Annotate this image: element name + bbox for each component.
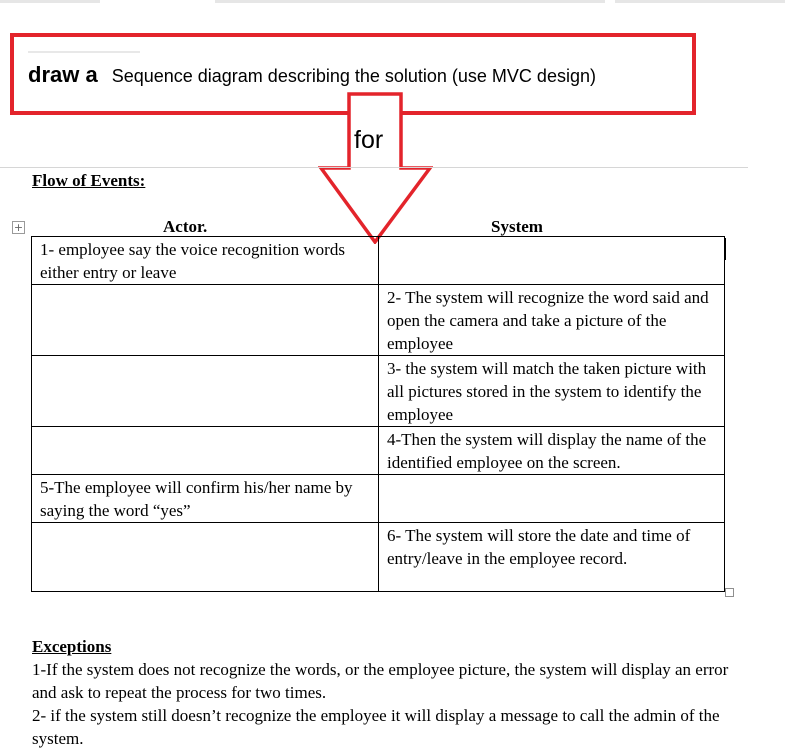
- table-row: [32, 427, 725, 475]
- actor-cell[interactable]: 1- employee say the voice recognition words either entry or leave: [32, 237, 379, 285]
- actor-cell[interactable]: 5-The employee will confirm his/her name by saying the word “yes”: [32, 475, 379, 523]
- table-row: [32, 523, 725, 592]
- top-edge-segment: [215, 0, 605, 3]
- arrow-shape: [321, 94, 430, 242]
- system-cell[interactable]: [379, 237, 725, 285]
- actor-cell[interactable]: [32, 427, 379, 475]
- table-resize-handle[interactable]: [725, 588, 734, 597]
- instruction-bold-text: draw a: [28, 62, 98, 87]
- down-arrow-icon: [318, 92, 433, 244]
- page-divider: [0, 167, 748, 168]
- actor-cell[interactable]: [32, 523, 379, 592]
- actor-column-header: Actor.: [163, 217, 208, 236]
- text-cursor: [725, 238, 726, 260]
- table-move-handle-icon[interactable]: +: [13, 221, 24, 234]
- flow-of-events-heading: Flow of Events:: [32, 171, 146, 190]
- top-edge-segment: [0, 0, 100, 3]
- system-cell[interactable]: 4-Then the system will display the name of the identified employee on the screen.: [379, 427, 725, 475]
- actor-cell[interactable]: [32, 285, 379, 356]
- table-row: [32, 475, 725, 523]
- system-cell[interactable]: 3- the system will match the taken picture with all pictures stored in the system to identify the employee: [379, 356, 725, 427]
- exceptions-heading: Exceptions: [32, 637, 112, 656]
- actor-cell[interactable]: [32, 356, 379, 427]
- instruction-text: [28, 62, 596, 88]
- table-row: [32, 285, 725, 356]
- system-cell[interactable]: [379, 475, 725, 523]
- exceptions-section: [32, 635, 752, 750]
- top-edge-segment: [615, 0, 785, 3]
- exception-item: 2- if the system still doesn’t recognize the employee it will display a message to call the admin of the system.: [32, 706, 720, 748]
- instruction-description: Sequence diagram describing the solution (use MVC design): [111, 66, 596, 86]
- system-cell[interactable]: 2- The system will recognize the word said and open the camera and take a picture of the employee: [379, 285, 725, 356]
- flow-of-events-table: [31, 236, 725, 592]
- system-column-header: System: [491, 217, 543, 236]
- table-row: [32, 237, 725, 285]
- callout-decorative-line: [28, 51, 140, 53]
- system-cell[interactable]: 6- The system will store the date and time of entry/leave in the employee record.: [379, 523, 725, 592]
- arrow-label: for: [354, 126, 384, 154]
- exception-item: 1-If the system does not recognize the words, or the employee picture, the system will display an error and ask to repeat the process for two times.: [32, 660, 729, 702]
- table-row: [32, 356, 725, 427]
- top-page-edge: [0, 0, 787, 4]
